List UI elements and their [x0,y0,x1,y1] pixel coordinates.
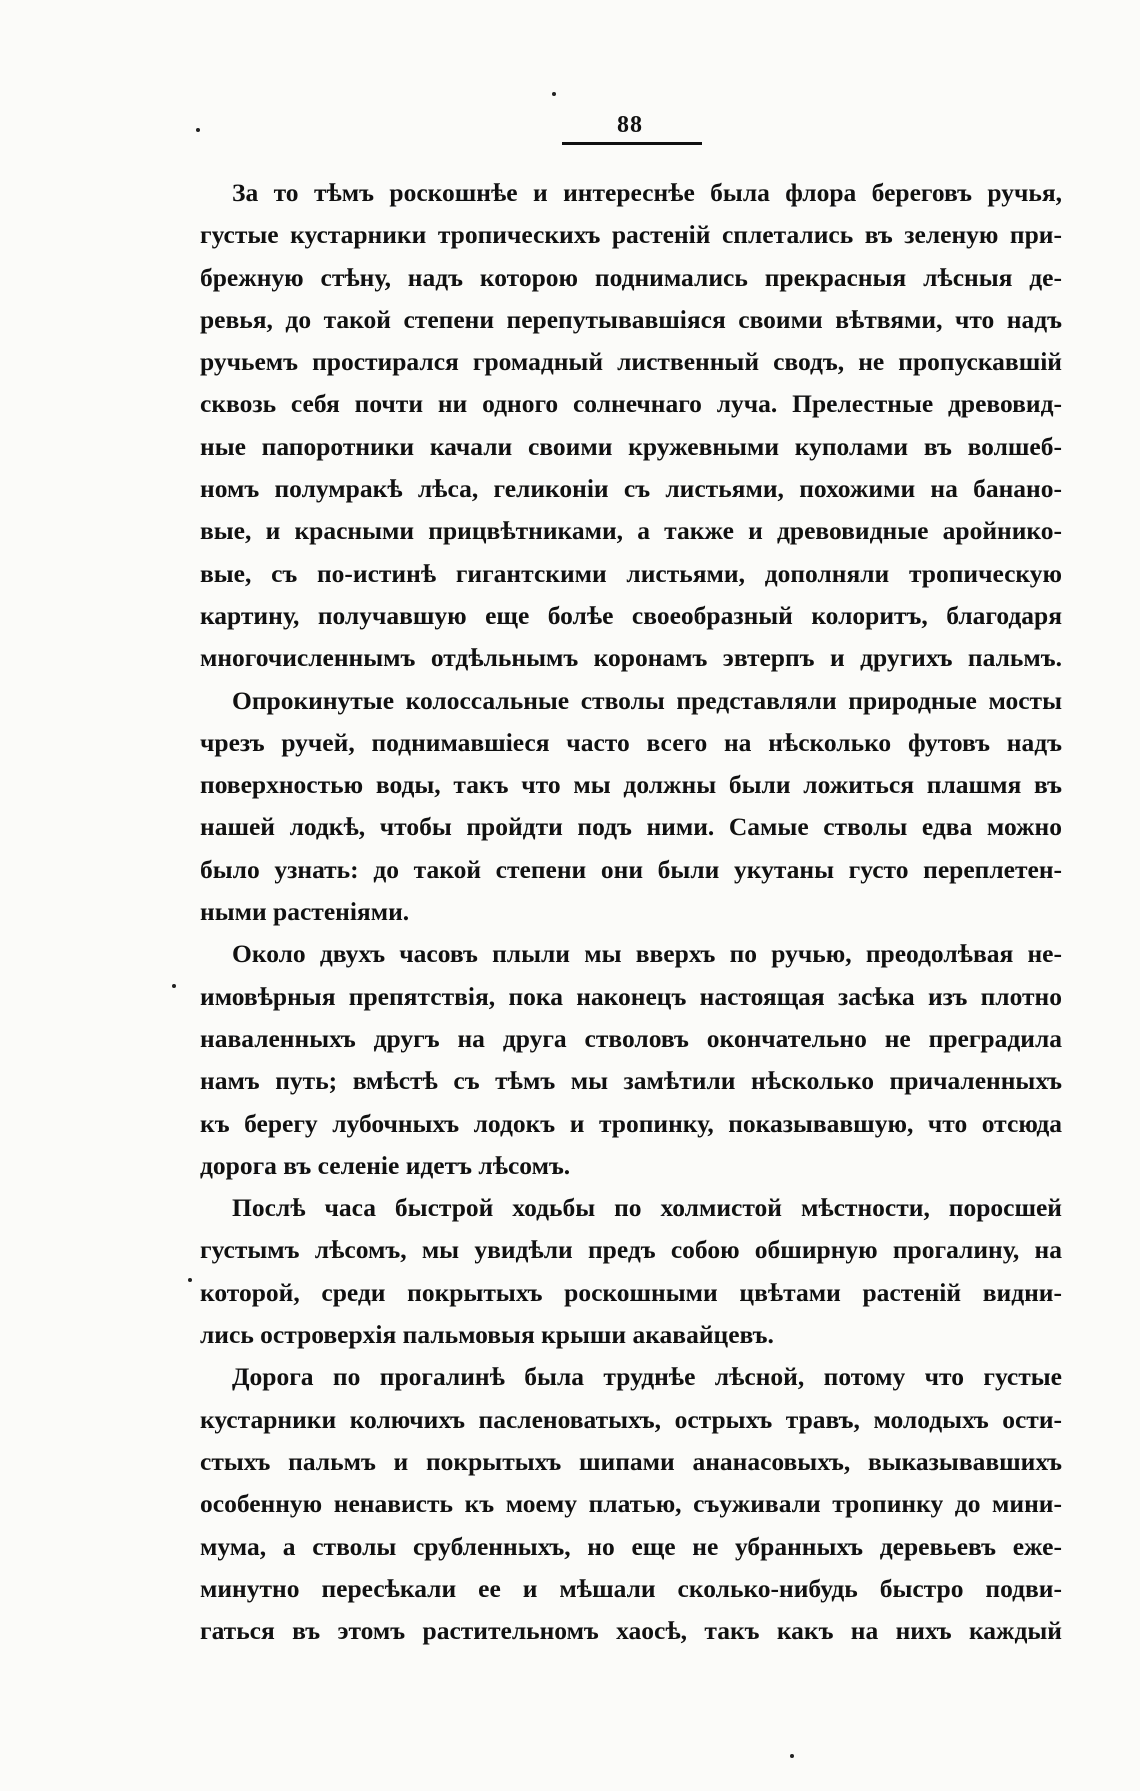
text-line: минутно пересѣкали ее и мѣшали сколько-нибудь быстро подви- [200,1573,1062,1603]
text-line: лись островерхія пальмовыя крыши акавайцевъ. [200,1320,774,1350]
text-line: брежную стѣну, надъ которою поднимались прекрасныя лѣсныя де- [200,262,1062,292]
print-speck [196,128,200,132]
text-line: вые, съ по-истинѣ гигантскими листьями, дополняли тропическую [200,558,1062,588]
text-line: картину, получавшую еще болѣе своеобразный колоритъ, благодаря [200,600,1062,630]
text-line: многочисленнымъ отдѣльнымъ коронамъ эвтерпъ и другихъ пальмъ. [200,643,1062,673]
print-speck [790,1754,794,1758]
print-speck [188,1278,192,1282]
paragraph [200,933,1062,1187]
text-line: ручьемъ простирался громадный лиственный сводъ, не пропускавшій [200,347,1062,377]
text-line: было узнать: до такой степени они были укутаны густо переплетен- [200,854,1062,884]
text-line: сквозь себя почти ни одного солнечнаго луча. Прелестные древовид- [200,389,1062,419]
text-line: чрезъ ручей, поднимавшіеся часто всего на нѣсколько футовъ надъ [200,727,1062,757]
paragraph [200,1187,1062,1356]
text-line: вые, и красными прицвѣтниками, а также и древовидные аройнико- [200,516,1062,546]
text-line: кустарники колючихъ пасленоватыхъ, острыхъ травъ, молодыхъ ости- [200,1404,1062,1434]
text-line: которой, среди покрытыхъ роскошными цвѣтами растеній видни- [200,1277,1062,1307]
text-line: густымъ лѣсомъ, мы увидѣли предъ собою обширную прогалину, на [200,1235,1062,1265]
text-line: нашей лодкѣ, чтобы пройдти подъ ними. Самые стволы едва можно [200,812,1062,842]
text-line: Дорога по прогалинѣ была труднѣе лѣсной, потому что густые [232,1362,1062,1392]
text-line: Опрокинутые колоссальные стволы представляли природные мосты [232,685,1062,715]
text-line: наваленныхъ другъ на друга стволовъ окончательно не преградила [200,1023,1062,1053]
text-line: Около двухъ часовъ плыли мы вверхъ по ручью, преодолѣвая не- [232,939,1062,969]
text-line: мума, а стволы срубленныхъ, но еще не убранныхъ деревьевъ еже- [200,1531,1062,1561]
text-line: имовѣрныя препятствія, пока наконецъ настоящая засѣка изъ плотно [200,981,1062,1011]
text-line: стыхъ пальмъ и покрытыхъ шипами ананасовыхъ, выказывавшихъ [200,1446,1062,1476]
page-number: 88 [617,112,643,138]
body-text [200,172,1062,1652]
print-speck [552,92,556,96]
text-line: особенную ненависть къ моему платью, съуживали тропинку до мини- [200,1489,1062,1519]
text-line: За то тѣмъ роскошнѣе и интереснѣе была флора береговъ ручья, [232,178,1062,207]
text-line: поверхностью воды, такъ что мы должны были ложиться плашмя въ [200,770,1062,800]
print-speck [172,984,176,988]
text-line: Послѣ часа быстрой ходьбы по холмистой мѣстности, поросшей [232,1193,1062,1223]
paragraph [200,1356,1062,1652]
text-line: къ берегу лубочныхъ лодокъ и тропинку, показывавшую, что отсюда [200,1108,1062,1138]
text-line: дорога въ селеніе идетъ лѣсомъ. [200,1150,571,1180]
text-line: ными растеніями. [200,897,410,927]
text-line: номъ полумракѣ лѣса, геликоніи съ листьями, похожими на банано- [200,474,1062,504]
paragraph [200,172,1062,680]
text-line: ревья, до такой степени перепутывавшіяся своими вѣтвями, что надъ [200,304,1062,334]
paragraph [200,680,1062,934]
page-number-rule [562,142,702,145]
text-line: намъ путь; вмѣстѣ съ тѣмъ мы замѣтили нѣсколько причаленныхъ [200,1066,1062,1096]
text-line: густые кустарники тропическихъ растеній сплетались въ зеленую при- [200,220,1062,250]
text-line: гаться въ этомъ растительномъ хаосѣ, такъ какъ на нихъ каждый [200,1616,1062,1646]
text-line: ные папоротники качали своими кружевными куполами въ волшеб- [200,431,1062,461]
